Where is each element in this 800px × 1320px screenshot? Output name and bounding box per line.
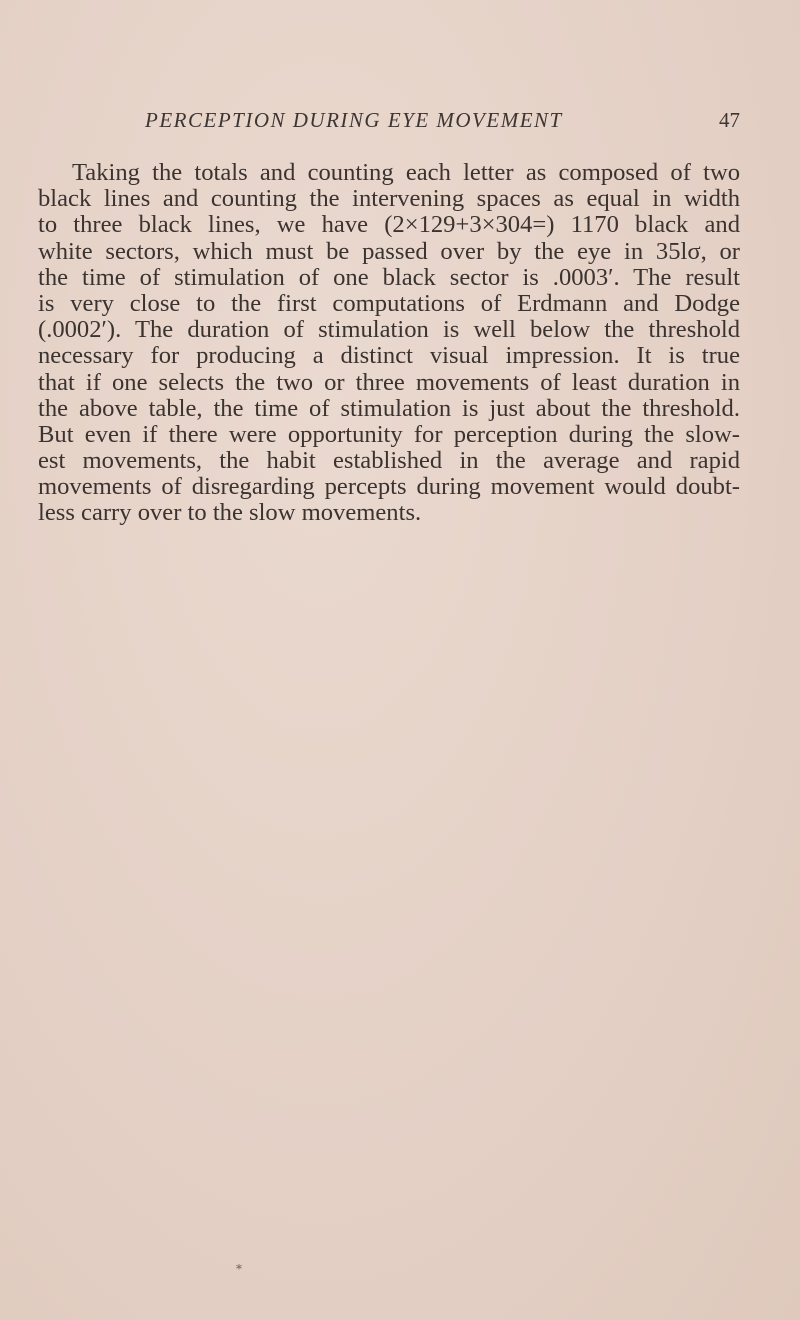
paragraph-line: movements of disregarding percepts during movement would doubt- [38, 474, 740, 501]
page-number: 47 [719, 108, 740, 132]
paragraph-line: that if one selects the two or three movements of least duration in [38, 369, 740, 396]
running-head-title: PERCEPTION DURING EYE MOVEMENT [145, 108, 563, 132]
paragraph-line: less carry over to the slow movements. [38, 500, 422, 527]
paragraph-line: is very close to the first computations of Erdmann and Dodge [38, 290, 740, 317]
paragraph-line: necessary for producing a distinct visual impression. It is true [38, 343, 740, 370]
running-head [60, 108, 740, 138]
body-paragraph [38, 160, 740, 527]
paragraph-line: est movements, the habit established in the average and rapid [38, 448, 740, 475]
paragraph-line: the above table, the time of stimulation is just about the threshold. [38, 395, 740, 422]
paragraph-line: (.0002′). The duration of stimulation is well below the threshold [38, 317, 740, 344]
paragraph-line: white sectors, which must be passed over by the eye in 35lσ, or [38, 238, 740, 265]
ink-speck-mark: * [236, 1262, 242, 1276]
paragraph-line: Taking the totals and counting each letter as composed of two [72, 160, 740, 186]
paragraph-line: the time of stimulation of one black sector is .0003′. The result [38, 264, 740, 291]
paragraph-line: black lines and counting the intervening spaces as equal in width [38, 186, 740, 213]
paragraph-line: to three black lines, we have (2×129+3×304=) 1170 black and [38, 212, 740, 239]
paragraph-line: But even if there were opportunity for perception during the slow- [38, 421, 740, 448]
